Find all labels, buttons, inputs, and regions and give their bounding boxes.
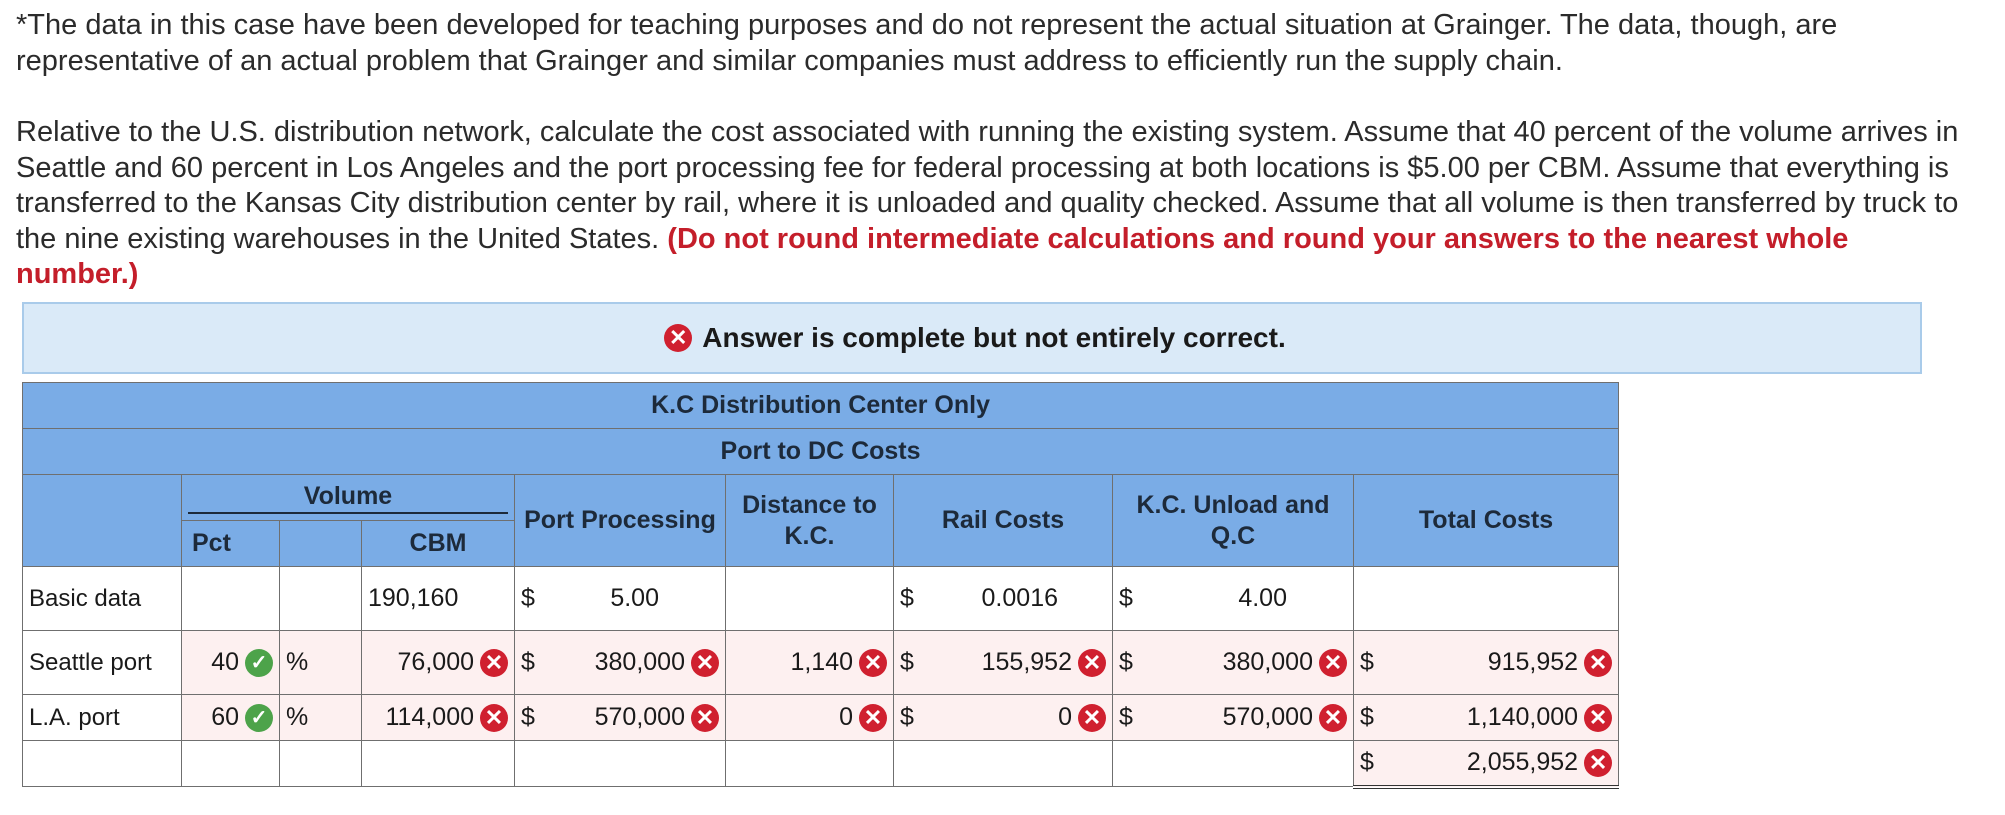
la-total[interactable]: $ 1,140,000 ✕ xyxy=(1354,695,1619,741)
basic-rail-rate[interactable]: $ 0.0016 xyxy=(894,567,1113,631)
header-distance: Distance to K.C. xyxy=(726,475,894,567)
seattle-port[interactable]: $ 380,000 ✕ xyxy=(515,631,726,695)
total-blank-5 xyxy=(515,741,726,787)
total-blank-1 xyxy=(23,741,182,787)
header-unload: K.C. Unload and Q.C xyxy=(1113,475,1354,567)
total-blank-8 xyxy=(1113,741,1354,787)
x-circle-icon: ✕ xyxy=(480,649,508,677)
header-total-costs: Total Costs xyxy=(1354,475,1619,567)
seattle-unload[interactable]: $ 380,000 ✕ xyxy=(1113,631,1354,695)
seattle-pct[interactable]: 40 ✓ xyxy=(182,631,280,695)
basic-distance xyxy=(726,567,894,631)
rounding-instruction: (Do not round intermediate calculations and round your answers to the nearest whole number.) xyxy=(16,222,1849,290)
total-blank-6 xyxy=(726,741,894,787)
check-circle-icon: ✓ xyxy=(245,704,273,732)
total-blank-3 xyxy=(280,741,362,787)
header-blank xyxy=(23,475,182,567)
x-circle-icon: ✕ xyxy=(691,704,719,732)
answer-status-text: Answer is complete but not entirely correct. xyxy=(702,322,1286,353)
x-circle-icon: ✕ xyxy=(1078,649,1106,677)
header-rail-costs: Rail Costs xyxy=(894,475,1113,567)
basic-unload-rate[interactable]: $ 4.00 xyxy=(1113,567,1354,631)
seattle-rail[interactable]: $ 155,952 ✕ xyxy=(894,631,1113,695)
la-cbm[interactable]: 114,000 ✕ xyxy=(362,695,515,741)
x-circle-icon: ✕ xyxy=(1584,704,1612,732)
x-circle-icon: ✕ xyxy=(1319,704,1347,732)
la-distance[interactable]: 0 ✕ xyxy=(726,695,894,741)
total-blank-4 xyxy=(362,741,515,787)
question-body: Relative to the U.S. distribution network, calculate the cost associated with running the existing system. Assume that 40 percent of the volume arrives in Seattle and 60 percent in Los Angeles and the port processing fee for federal processing at both locations is $5.00 per CBM. Assume that everything is transferred to the Kansas City distribution center by rail, where it is unloaded and quality checked. Assume that all volume is then transferred by truck to the nine existing warehouses in the United States. xyxy=(16,116,1959,255)
x-circle-icon: ✕ xyxy=(664,324,692,352)
header-port-processing: Port Processing xyxy=(515,475,726,567)
basic-pct-unit xyxy=(280,567,362,631)
la-rail[interactable]: $ 0 ✕ xyxy=(894,695,1113,741)
header-volume: Volume xyxy=(182,475,515,521)
header-pct: Pct xyxy=(182,521,280,567)
x-circle-icon: ✕ xyxy=(859,704,887,732)
x-circle-icon: ✕ xyxy=(691,649,719,677)
total-blank-7 xyxy=(894,741,1113,787)
x-circle-icon: ✕ xyxy=(1078,704,1106,732)
x-circle-icon: ✕ xyxy=(1584,749,1612,777)
x-circle-icon: ✕ xyxy=(1319,649,1347,677)
table-subtitle: Port to DC Costs xyxy=(23,429,1619,475)
table-title: K.C Distribution Center Only xyxy=(23,383,1619,429)
answer-status-banner xyxy=(22,302,1922,374)
x-circle-icon: ✕ xyxy=(1584,649,1612,677)
answer-table xyxy=(22,382,1619,789)
row-label-la: L.A. port xyxy=(23,695,182,741)
header-cbm: CBM xyxy=(362,521,515,567)
seattle-total[interactable]: $ 915,952 ✕ xyxy=(1354,631,1619,695)
header-pct-unit xyxy=(280,521,362,567)
la-unload[interactable]: $ 570,000 ✕ xyxy=(1113,695,1354,741)
la-pct-unit: % xyxy=(280,695,362,741)
basic-cbm[interactable]: 190,160 xyxy=(362,567,515,631)
basic-port-rate[interactable]: $ 5.00 xyxy=(515,567,726,631)
la-port[interactable]: $ 570,000 ✕ xyxy=(515,695,726,741)
basic-total xyxy=(1354,567,1619,631)
grand-total[interactable]: $ 2,055,952 ✕ xyxy=(1354,741,1619,787)
seattle-cbm[interactable]: 76,000 ✕ xyxy=(362,631,515,695)
question-text xyxy=(16,115,1976,293)
x-circle-icon: ✕ xyxy=(480,704,508,732)
seattle-pct-unit: % xyxy=(280,631,362,695)
basic-pct xyxy=(182,567,280,631)
la-pct[interactable]: 60 ✓ xyxy=(182,695,280,741)
check-circle-icon: ✓ xyxy=(245,649,273,677)
x-circle-icon: ✕ xyxy=(859,649,887,677)
row-label-basic: Basic data xyxy=(23,567,182,631)
total-blank-2 xyxy=(182,741,280,787)
disclaimer-text: *The data in this case have been developed for teaching purposes and do not represent the actual situation at Grainger. The data, though, are representative of an actual problem that Grainger and similar companies must address to efficiently run the supply chain. xyxy=(16,9,1838,77)
seattle-distance[interactable]: 1,140 ✕ xyxy=(726,631,894,695)
row-label-seattle: Seattle port xyxy=(23,631,182,695)
